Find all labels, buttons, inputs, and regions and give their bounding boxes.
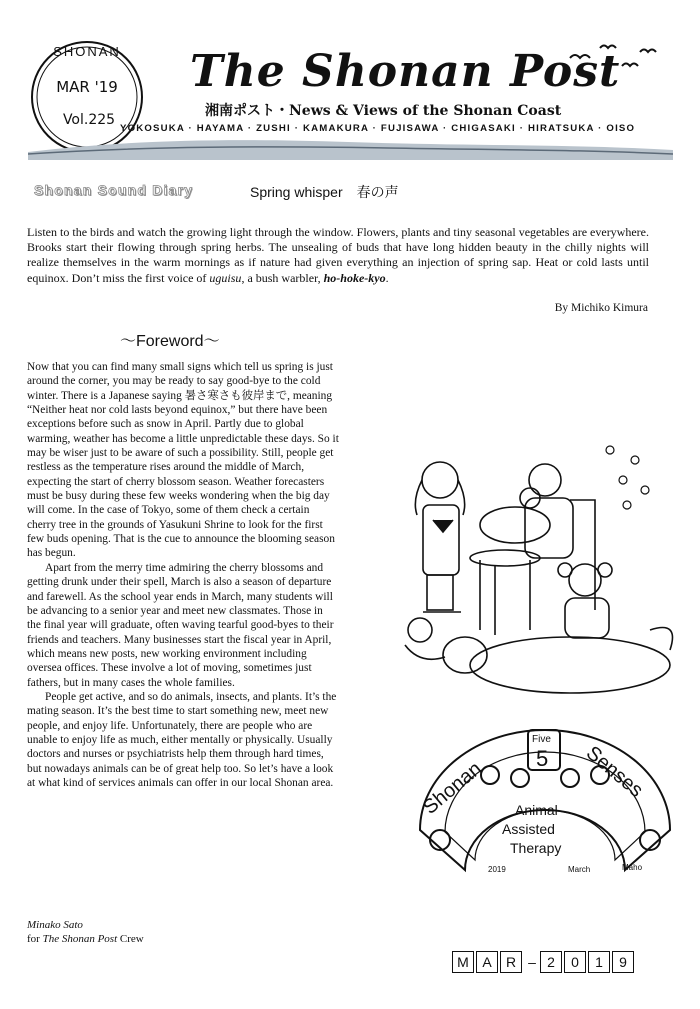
diary-birdcall: ho-hoke-kyo (323, 270, 386, 285)
logo-artist: Maho (622, 863, 643, 872)
diary-text: , a bush warbler, (241, 270, 324, 285)
diary-text: . (385, 270, 389, 285)
logo-assisted: Assisted (502, 821, 555, 837)
date-digit-box: 0 (564, 951, 586, 973)
sound-diary-body (27, 225, 649, 286)
date-letter-box: R (500, 951, 522, 973)
date-digit-box: 9 (612, 951, 634, 973)
author-name: Minako Sato (27, 919, 83, 931)
five-senses-logo (410, 720, 680, 880)
family-with-dog-illustration (395, 440, 685, 715)
town-list: YOKOSUKA · HAYAMA · ZUSHI · KAMAKURA · FUJISAWA · CHIGASAKI · HIRATSUKA · OISO (120, 123, 636, 134)
sound-diary-title: Spring whisper 春の声 (250, 184, 399, 200)
foreword-signoff (27, 918, 144, 946)
logo-five: Five (532, 734, 551, 745)
stamp-date: MAR '19 (56, 78, 118, 96)
logo-shonan: Shonan (419, 757, 487, 819)
date-letter-box: M (452, 951, 474, 973)
sound-diary-label: Shonan Sound Diary (34, 182, 194, 198)
logo-animal: Animal (515, 802, 558, 818)
stamp-volume: Vol.225 (62, 112, 116, 128)
date-digit-box: 2 (540, 951, 562, 973)
logo-five-digit: 5 (536, 746, 549, 771)
logo-senses: Senses (581, 741, 648, 802)
diary-uguisu: uguisu (209, 270, 242, 285)
date-dash: – (528, 954, 536, 970)
foreword-paragraph: Now that you can find many small signs which tell us spring is just around the corner, you may be ready to say good-bye to the cold winter. There is a Japanese saying 暑さ寒さも彼岸まで, meaning “Neither heat nor cold lasts beyond equinox,” but there have been exceptions before such as snow in April. Partly due to global warming, weather has become a little unpredictable these days. So it may be wiser just to be aware of such a possibility. Still, people get restless as the temperature rises around the middle of March, expecting the start of cherry blossom season. Weather forecasters must be busy during these few weeks wondering when the big day will come. In the case of Tokyo, some of them check a certain cherry tree in the grounds of Yasukuni Shrine to look for the first few buds opening. That is the cue to announce the blooming season has begun. (27, 361, 339, 560)
logo-therapy: Therapy (510, 840, 562, 856)
crew-prefix: for (27, 933, 43, 945)
date-digit-box: 1 (588, 951, 610, 973)
newspaper-title: The Shonan Post (190, 46, 621, 97)
date-letter-box: A (476, 951, 498, 973)
foreword-heading: ～Foreword～ (120, 333, 220, 350)
diary-text: Listen to the birds and watch the growing light through the window. Flowers, plants and tiny seasonal vegetables are everywhere. Brooks start their flowing through spring herbs. The unsealing of buds that have long hidden beauty in the chilly nights will realize themselves in the warm mornings as if nature had given everything an injection of spring sap. Heat or cold lasts until equinox. Don’t miss the first voice of (27, 225, 649, 285)
stamp-shonan: SHONAN (53, 44, 121, 59)
issue-date-code (452, 951, 636, 973)
newspaper-subtitle: 湘南ポスト・News & Views of the Shonan Coast (205, 103, 562, 119)
foreword-article (27, 360, 339, 790)
logo-year: 2019 (488, 865, 506, 874)
flower-icon (606, 446, 649, 509)
foreword-paragraph: Apart from the merry time admiring the cherry blossoms and getting drunk under their spell, March is also a season of departure and farewell. As the school year ends in March, many students will be advancing to a senior year and meet new classmates. Those in the final year will graduate, often waving tearful good-byes to their friends and teachers. Many businesses start the fiscal year in April, which means new posts, new working environment including oversea offices. These involve a lot of moving, sometimes just fathers, but in many cases the whole families. (27, 561, 334, 689)
foreword-paragraph: People get active, and so do animals, insects, and plants. It’s the mating season. It’s the best time to start something new, meet new people, and enjoy life. Unfortunately, there are people who are unable to enjoy life as much, either mentally or physically. Usually doctors and nurses or psychiatrists help them through hard times, but nowadays animals can be of great help too. So let’s have a look at what kind of services animals can offer in our local Shonan area. (27, 690, 337, 789)
crew-publication: The Shonan Post (42, 933, 118, 945)
logo-month: March (568, 865, 591, 874)
diary-byline: By Michiko Kimura (554, 302, 648, 314)
crew-suffix: Crew (117, 933, 144, 945)
